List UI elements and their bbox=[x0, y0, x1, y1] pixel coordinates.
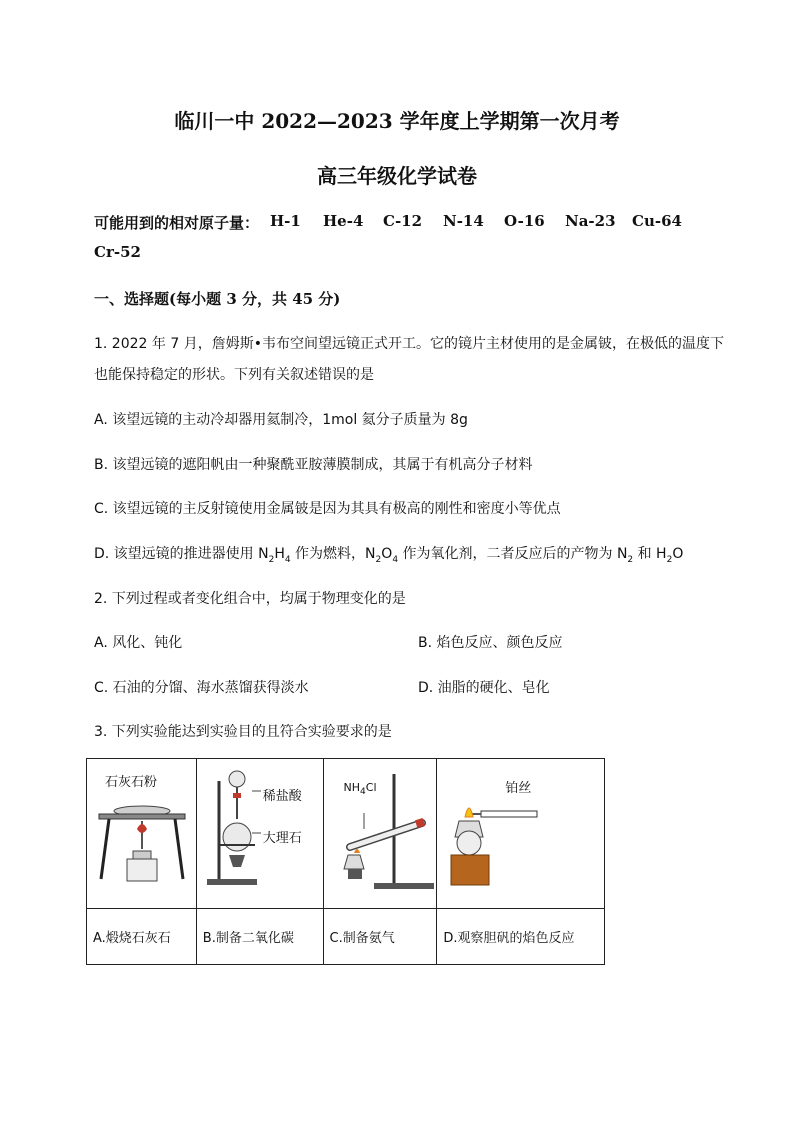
experiment-table bbox=[86, 758, 605, 965]
q2-option-a: A. 风化、钝化 bbox=[94, 635, 183, 651]
mass-item: C-12 bbox=[383, 212, 423, 230]
mass-item: Na-23 bbox=[565, 212, 616, 230]
co2-generator-icon bbox=[197, 759, 323, 908]
mass-item: He-4 bbox=[323, 212, 364, 230]
q2-option-d: D. 油脂的硬化、皂化 bbox=[418, 680, 550, 696]
q1-option-a: A. 该望远镜的主动冷却器用氦制冷，1mol 氦分子质量为 8g bbox=[94, 412, 468, 428]
figure-b-label-acid: 稀盐酸 bbox=[262, 789, 302, 804]
ammonia-apparatus-icon bbox=[324, 759, 437, 908]
figure-c-label: $NH_4Cl$ bbox=[343, 781, 377, 798]
q2-option-c: C. 石油的分馏、海水蒸馏获得淡水 bbox=[94, 680, 309, 696]
mass-item: O-16 bbox=[504, 212, 545, 230]
flame-test-icon bbox=[437, 759, 604, 908]
caption-d: D.观察胆矾的焰色反应 bbox=[437, 909, 605, 965]
exam-subtitle: 高三年级化学试卷 bbox=[317, 164, 477, 188]
calcination-apparatus-icon bbox=[87, 759, 196, 908]
mass-item: H-1 bbox=[270, 212, 301, 230]
figure-a-label: 石灰石粉 bbox=[105, 775, 158, 790]
figure-c-cell bbox=[323, 759, 437, 909]
q2-option-b: B. 焰色反应、颜色反应 bbox=[418, 635, 563, 651]
q3-stem: 3. 下列实验能达到实验目的且符合实验要求的是 bbox=[94, 724, 392, 740]
figure-d-cell bbox=[437, 759, 605, 909]
q1-option-d: D. 该望远镜的推进器使用 $N_2H_4$ 作为燃料，$N_2O_4$ 作为氧化剂，二者反应后的产物为 $N_2$ 和 $H_2O$ bbox=[94, 546, 684, 565]
mass-item: N-14 bbox=[443, 212, 484, 230]
exam-title: 临川一中 2022—2023 学年度上学期第一次月考 bbox=[174, 109, 620, 133]
q2-stem: 2. 下列过程或者变化组合中，均属于物理变化的是 bbox=[94, 591, 406, 607]
caption-c: C.制备氨气 bbox=[323, 909, 437, 965]
q1-stem-line1: 1. 2022 年 7 月，詹姆斯•韦布空间望远镜正式开工。它的镜片主材使用的是金属铍，在极低的温度下 bbox=[94, 336, 724, 352]
caption-b: B.制备二氧化碳 bbox=[196, 909, 323, 965]
caption-a: A.煅烧石灰石 bbox=[87, 909, 197, 965]
masses-label: 可能用到的相对原子量： bbox=[94, 214, 260, 232]
section-heading: 一、选择题(每小题 3 分，共 45 分) bbox=[94, 290, 341, 308]
figure-b-label-marble: 大理石 bbox=[262, 831, 302, 846]
mass-item: Cu-64 bbox=[632, 212, 682, 230]
q1-option-b: B. 该望远镜的遮阳帆由一种聚酰亚胺薄膜制成，其属于有机高分子材料 bbox=[94, 457, 533, 473]
figure-b-cell bbox=[196, 759, 323, 909]
figure-d-label: 铂丝 bbox=[505, 781, 532, 796]
q1-option-c: C. 该望远镜的主反射镜使用金属铍是因为其具有极高的刚性和密度小等优点 bbox=[94, 501, 561, 517]
figure-a-cell bbox=[87, 759, 197, 909]
mass-item: Cr-52 bbox=[94, 243, 141, 261]
q1-stem-line2: 也能保持稳定的形状。下列有关叙述错误的是 bbox=[94, 367, 374, 383]
